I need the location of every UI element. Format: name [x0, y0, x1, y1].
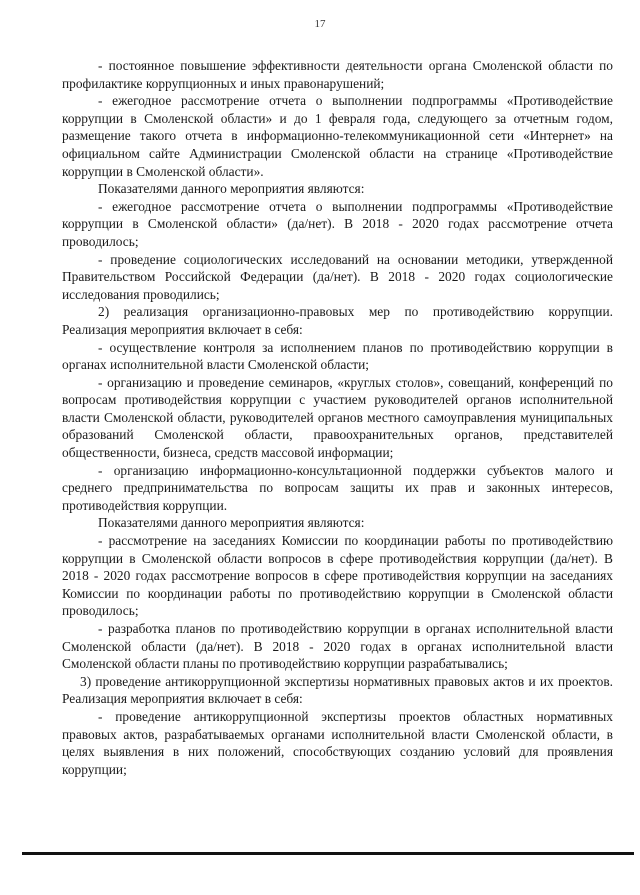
paragraph: 2) реализация организационно-правовых мер по противодействию коррупции. Реализация мероприятия включает в себя:: [62, 304, 613, 337]
paragraph: - рассмотрение на заседаниях Комиссии по координации работы по противодействию коррупции в Смоленской области вопросов в сфере противодействия коррупции (да/нет). В 2018 - 2020 годах рассмотрение вопросов в сфере противодействия коррупции на заседаниях Комиссии по координации работы по противодействию коррупции в Смоленской области проводилось;: [62, 533, 613, 619]
paragraph: - организацию информационно-консультационной поддержки субъектов малого и среднего предпринимательства по вопросам защиты их прав и законных интересов, противодействия коррупции.: [62, 462, 613, 513]
paragraph: - разработка планов по противодействию коррупции в органах исполнительной власти Смоленской области (да/нет). В 2018 - 2020 годах в органах исполнительной власти Смоленской области планы по противодействию коррупции разрабатывались;: [62, 621, 613, 672]
paragraph: 3) проведение антикоррупционной экспертизы нормативных правовых актов и их проектов. Реализация мероприятия включает в себя:: [62, 673, 613, 707]
paragraph: - проведение антикоррупционной экспертизы проектов областных нормативных правовых актов, разрабатываемых органами исполнительной власти Смоленской области, в целях выявления в них положений, способствующих созданию условий для проявления коррупции;: [62, 708, 613, 777]
document-body: [62, 57, 613, 778]
paragraph: - постоянное повышение эффективности деятельности органа Смоленской области по профилактике коррупционных и иных правонарушений;: [62, 58, 613, 91]
paragraph: - проведение социологических исследований на основании методики, утвержденной Правительством Российской Федерации (да/нет). В 2018 - 2020 годах социологические исследования проводились;: [62, 251, 613, 302]
page-number: 17: [314, 18, 326, 30]
paragraph: Показателями данного мероприятия являются:: [98, 515, 365, 531]
paragraph: Показателями данного мероприятия являются:: [98, 181, 365, 197]
paragraph: - ежегодное рассмотрение отчета о выполнении подпрограммы «Противодействие коррупции в Смоленской области» и до 1 февраля года, следующего за отчетным годом, размещение такого отчета в информационно-телекоммуникационной сети «Интернет» на официальном сайте Администрации Смоленской области на странице «Противодействие коррупции в Смоленской области».: [62, 93, 613, 179]
paragraph: - осуществление контроля за исполнением планов по противодействию коррупции в органах исполнительной власти Смоленской области;: [62, 339, 613, 373]
paragraph: - организацию и проведение семинаров, «круглых столов», совещаний, конференций по вопросам противодействия коррупции с участием руководителей органов исполнительной власти Смоленской области, руководителей органов местного самоуправления муниципальных образований Смоленской области, правоохранительных органов, представителей общественности, бизнеса, средств массовой информации;: [62, 374, 613, 461]
bottom-rule: [22, 852, 634, 855]
paragraph: - ежегодное рассмотрение отчета о выполнении подпрограммы «Противодействие коррупции в Смоленской области» (да/нет). В 2018 - 2020 годах рассмотрение отчета проводилось;: [62, 198, 613, 249]
